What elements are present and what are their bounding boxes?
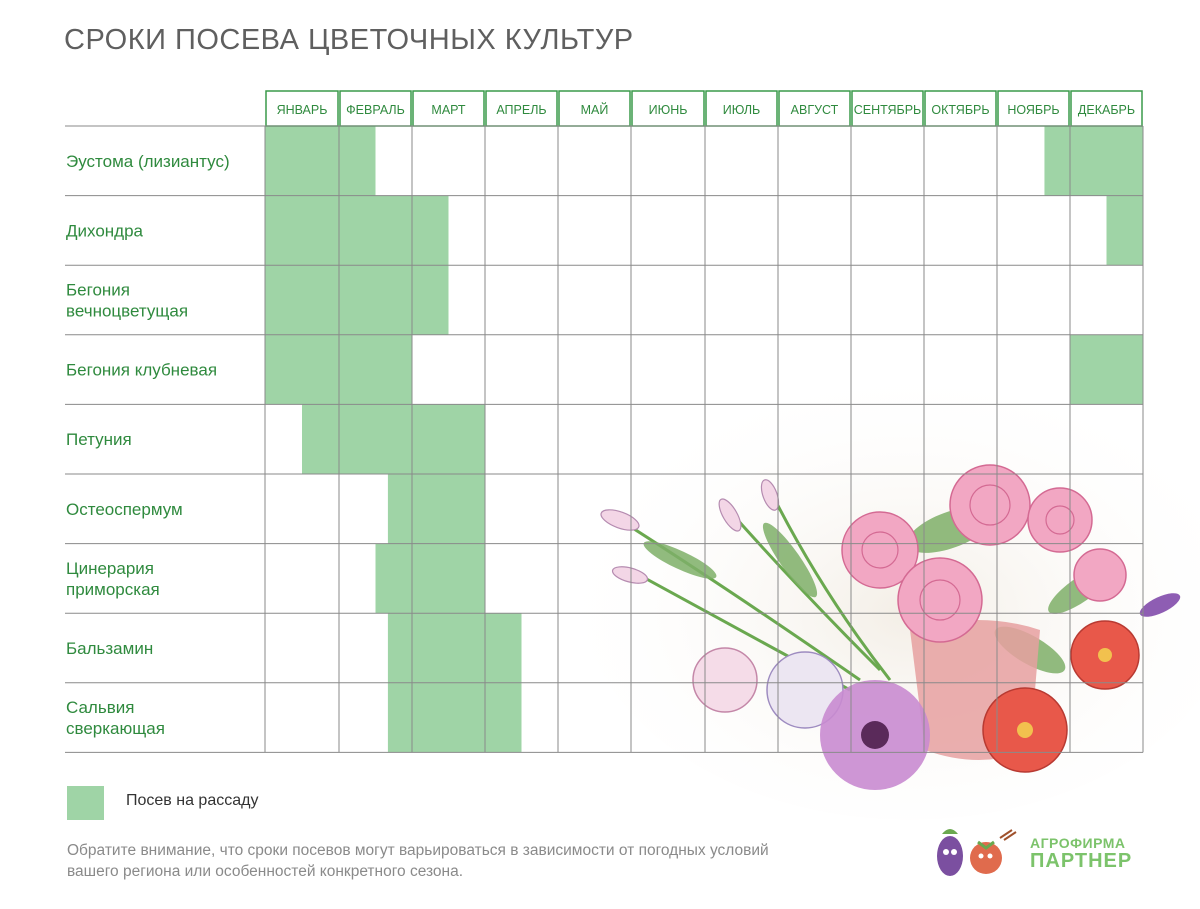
legend-swatch — [67, 786, 104, 820]
crop-label: Цинерария — [66, 558, 154, 578]
legend-label: Посев на рассаду — [126, 792, 259, 809]
sowing-period-bar — [302, 404, 485, 474]
sowing-period-bar — [388, 474, 485, 544]
note-line-2: вашего региона или особенностей конкретного сезона. — [67, 863, 464, 880]
month-header-label: АПРЕЛЬ — [496, 103, 547, 117]
month-header-label: МАЙ — [580, 103, 609, 117]
crop-label: Остеоспермум — [66, 499, 183, 519]
disclaimer-note — [67, 840, 917, 882]
crop-label: Дихондра — [66, 221, 143, 241]
sowing-period-bar — [265, 126, 376, 196]
page-title: СРОКИ ПОСЕВА ЦВЕТОЧНЫХ КУЛЬТУР — [64, 24, 634, 56]
sowing-period-bar — [1070, 335, 1143, 405]
crop-label: Бегония — [66, 280, 130, 300]
month-header-label: ИЮЛЬ — [722, 103, 761, 117]
month-header-label: АВГУСТ — [790, 103, 839, 117]
month-header-label: ИЮНЬ — [648, 103, 688, 117]
crop-label: Эустома (лизиантус) — [66, 151, 230, 171]
sowing-period-bar — [1107, 196, 1144, 266]
brand-name-line1: АГРОФИРМА — [1030, 835, 1126, 851]
sowing-period-bar — [1044, 126, 1143, 196]
crop-label: Сальвия — [66, 698, 135, 718]
month-header-label: ДЕКАБРЬ — [1077, 103, 1136, 117]
crop-label: приморская — [66, 579, 160, 599]
crop-label: вечноцветущая — [66, 301, 189, 321]
crop-label: сверкающая — [66, 719, 165, 739]
crop-label: Бегония клубневая — [66, 360, 218, 380]
sowing-period-bar — [265, 265, 449, 335]
month-header-label: МАРТ — [431, 103, 466, 117]
note-line-1: Обратите внимание, что сроки посевов могут варьироваться в зависимости от погодных условий — [67, 842, 769, 859]
sowing-period-bar — [388, 683, 522, 753]
sowing-period-bar — [376, 544, 486, 614]
month-header-label: СЕНТЯБРЬ — [853, 103, 922, 117]
crop-label: Бальзамин — [66, 639, 154, 658]
month-header-label: ЯНВАРЬ — [276, 103, 328, 117]
sowing-period-bar — [388, 613, 522, 683]
month-header-label: ОКТЯБРЬ — [931, 103, 990, 117]
sowing-period-bar — [265, 196, 449, 266]
brand-name-line2: ПАРТНЕР — [1030, 850, 1133, 872]
month-header-label: НОЯБРЬ — [1007, 103, 1060, 117]
month-header-label: ФЕВРАЛЬ — [346, 103, 405, 117]
crop-label: Петуния — [66, 430, 132, 450]
